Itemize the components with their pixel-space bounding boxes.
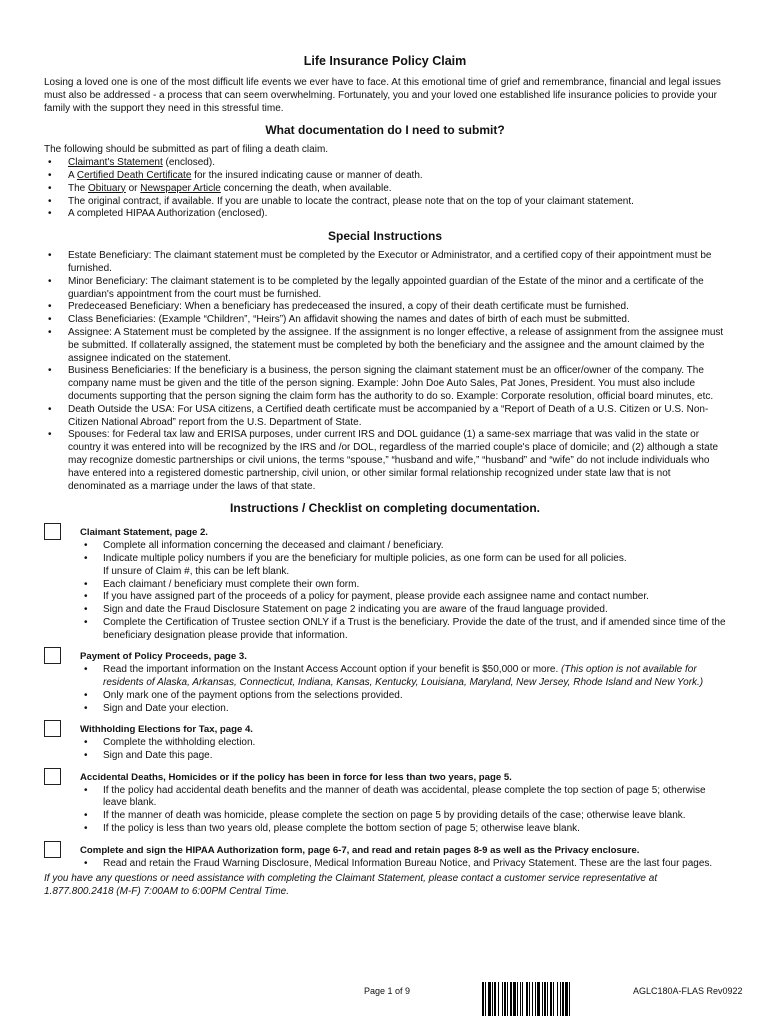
list-item: • Claimant's Statement (enclosed). [44,157,726,170]
checklist-section-accidental-deaths [44,767,726,836]
intro-paragraph: Losing a loved one is one of the most difficult life events we ever have to face. At this emotional time of grief and remembrance, financial and legal issues must also be addressed - a process that can seem overwhelming. Fortunately, you and your loved one established life insurance policies to provide your family with the support they need in this stressful time. [44,77,721,114]
checklist-section-claimant-statement [44,522,726,642]
list-item: • Sign and Date your election. [80,703,726,716]
list-item: • If the policy is less than two years old, please complete the bottom section of page 5; otherwise leave blank. [80,823,726,836]
list-item: • Read the important information on the Instant Access Account option if your benefit is $50,000 or more. (This option is not available for residents of Alaska, Arkansas, Connecticut, Indiana, Kansas, Kentucky, Louisiana, Maryland, New Jersey, Rhode Island and New York.) [80,664,726,690]
list-item: • If the manner of death was homicide, please complete the section on page 5 by providing details of the case; otherwise leave blank. [80,810,726,823]
page-footer [0,982,770,1022]
checklist-checkbox[interactable] [44,523,61,540]
section-title: Complete and sign the HIPAA Authorization form, page 6-7, and read and retain pages 8-9 as well as the Privacy enclosure. [80,844,640,856]
list-item: • If you have assigned part of the proceeds of a policy for payment, please provide each assignee name and contact number. [80,591,726,604]
section-title: Accidental Deaths, Homicides or if the policy has been in force for less than two years, page 5. [80,771,512,783]
barcode-icon [482,982,608,1016]
list-item: • Complete the withholding election. [80,737,726,750]
documentation-heading: What documentation do I need to submit? [265,123,505,138]
checklist-checkbox[interactable] [44,768,61,785]
list-item: • Death Outside the USA: For USA citizens, a Certified death certificate must be accompanied by a “Report of Death of a U.S. Citizen or U.S. Non-Citizen National Abroad” report from the U.S. Department of State. [44,404,726,430]
list-item: • Predeceased Beneficiary: When a beneficiary has predeceased the insured, a copy of their death certificate must be furnished. [44,301,726,314]
list-item: • Sign and Date this page. [80,750,726,763]
page-number: Page 1 of 9 [364,986,411,996]
list-item: • Complete all information concerning the deceased and claimant / beneficiary. [80,540,726,553]
documentation-lead: The following should be submitted as part of filing a death claim. [44,144,329,156]
contact-note: If you have any questions or need assistance with completing the Claimant Statement, please contact a customer service representative at 1.877.800.2418 (M-F) 7:00AM to 6:00PM Central Time. [44,873,658,898]
checklist-section-withholding [44,719,726,762]
list-item: • Complete the Certification of Trustee section ONLY if a Trust is the beneficiary. Provide the date of the trust, and if amended since time of the beneficiary designation please provide that information. [80,617,726,643]
list-item: • Only mark one of the payment options from the selections provided. [80,690,726,703]
list-item: • Indicate multiple policy numbers if you are the beneficiary for multiple policies, as one form can be used for all policies. If unsure of Claim #, this can be left blank. [80,553,726,579]
section-title: Payment of Policy Proceeds, page 3. [80,651,247,663]
checklist-heading: Instructions / Checklist on completing documentation. [229,501,541,516]
special-instructions-heading: Special Instructions [327,229,443,244]
documentation-list [44,157,726,221]
list-item: • Minor Beneficiary: The claimant statement is to be completed by the legally appointed guardian of the Estate of the minor and a certificate of the guardian's appointment from the court must be furnished. [44,276,726,302]
list-item: • Sign and date the Fraud Disclosure Statement on page 2 indicating you are aware of the fraud language provided. [80,604,726,617]
checklist-checkbox[interactable] [44,720,61,737]
checklist-section-hipaa [44,840,726,871]
list-item: • A Certified Death Certificate for the insured indicating cause or manner of death. [44,170,726,183]
list-item: • Business Beneficiaries: If the beneficiary is a business, the person signing the claimant statement must be an officer/owner of the company. The company name must be given and the title of the person signing. Example: John Doe Auto Sales, Pat Jones, President. You must also include documents supporting that the person signing the claim form has the authority to do so. Example: Corporate resolution, official board minutes, etc. [44,365,726,403]
checklist-checkbox[interactable] [44,841,61,858]
list-item: • Estate Beneficiary: The claimant statement must be completed by the Executor or Administrator, and a certified copy of their appointment must be furnished. [44,250,726,276]
list-item: • Each claimant / beneficiary must complete their own form. [80,579,726,592]
list-item: • The original contract, if available. If you are unable to locate the contract, please note that on the top of your claimant statement. [44,196,726,209]
document-title: Life Insurance Policy Claim [303,54,467,68]
list-item: • Spouses: for Federal tax law and ERISA purposes, under current IRS and DOL guidance (1) a same-sex marriage that was valid in the state or country it was entered into will be recognized by the IRS and /or DOL, regardless of the married couple's place of domicile; and (2) although a state may recognize domestic partnerships or civil unions, the terms “spouse,” “husband and wife,” “husband” and “wife” do not include individuals who have entered into a registered domestic partnership, civil union, or other similar formal relationship recognized under state law that is not denominated as a marriage under the laws of that state. [44,429,726,493]
list-item: • Class Beneficiaries: (Example “Children”, “Heirs”) An affidavit showing the names and dates of birth of each must be submitted. [44,314,726,327]
document-code: AGLC180A-FLAS Rev0922 [633,986,743,996]
list-item: • A completed HIPAA Authorization (enclosed). [44,208,726,221]
section-title: Withholding Elections for Tax, page 4. [80,724,253,736]
list-item: • Assignee: A Statement must be completed by the assignee. If the assignment is no longer effective, a release of assignment from the assignee must be submitted. If collaterally assigned, the statement must be completed by both the beneficiary and the assignee and the amount claimed by the assignee indicated on the statement. [44,327,726,365]
checklist-checkbox[interactable] [44,647,61,664]
sub-note: If unsure of Claim #, this can be left blank. [103,565,290,577]
checklist-section-payment [44,646,726,715]
section-title: Claimant Statement, page 2. [80,527,208,539]
list-item: • Read and retain the Fraud Warning Disclosure, Medical Information Bureau Notice, and Privacy Statement. These are the last four pages. [80,858,726,871]
list-item: • If the policy had accidental death benefits and the manner of death was accidental, please complete the top section of page 5; otherwise leave blank. [80,785,726,811]
list-item: • The Obituary or Newspaper Article concerning the death, when available. [44,183,726,196]
special-instructions-list [44,250,726,493]
